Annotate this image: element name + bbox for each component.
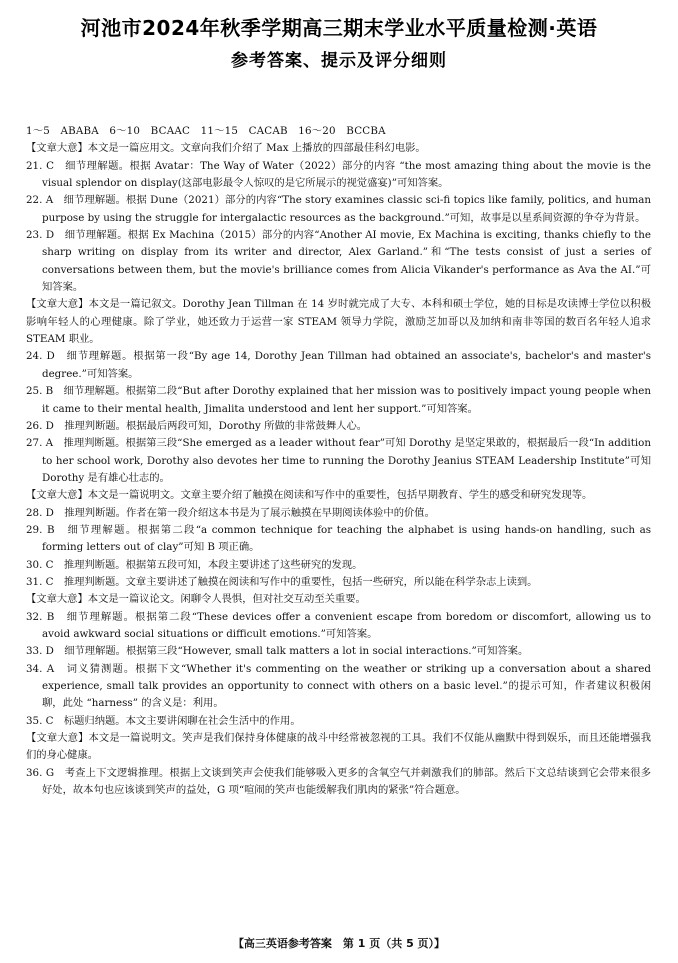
question-explanation: 36. G 考查上下文逻辑推理。根据上文谈到笑声会使我们能够吸入更多的含氧空气并刺激我们的肺部。然后下文总结谈到它会带来很多好处，故本句也应该谈到笑声的益处，G 项“喧闹的笑声也能缓解我们肌肉的紧张”符合题意。 (26, 766, 651, 797)
summary-paragraph: 【文章大意】本文是一篇记叙文。Dorothy Jean Tillman 在 14 岁时就完成了大专、本科和硕士学位，她的目标是攻读博士学位以积极影响年轻人的心理健康。除了学业，她还致力于运营一家 STEAM 领导力学院，激励芝加哥以及加纳和南非等国的数百名年轻人追求 STEAM 职业。 (26, 298, 651, 346)
question-explanation: 25. B 细节理解题。根据第二段“But after Dorothy explained that her mission was to positively impact young people when it came to their mental health, Jimalita understood and lent her support.”可知答案。 (26, 385, 651, 415)
question-explanation: 32. B 细节理解题。根据第二段“These devices offer a convenient escape from boredom or discomfort, allowing us to avoid awkward social situations or difficult emotions.”可知答案。 (26, 610, 651, 640)
question-explanation: 29. B 细节理解题。根据第二段“a common technique for teaching the alphabet is using hands-on handling, such as forming letters out of clay”可知 B 项正确。 (26, 523, 651, 554)
summary-paragraph: 【文章大意】本文是一篇说明文。笑声是我们保持身体健康的战斗中经常被忽视的工具。我们不仅能从幽默中得到娱乐，而且还能增强我们的身心健康。 (26, 732, 651, 762)
question-explanation: 22. A 细节理解题。根据 Dune（2021）部分的内容“The story examines classic sci-fi topics like family, politics, and human purpose by using the struggle for intergalactic resources as the background.”可知，故事是以星系间资源的争夺为背景。 (26, 194, 651, 224)
summary-paragraph: 【文章大意】本文是一篇议论文。闲聊令人畏惧，但对社交互动至关重要。 (26, 593, 366, 606)
summary-paragraph: 【文章大意】本文是一篇说明文。文章主要介绍了触摸在阅读和写作中的重要性，包括早期教育、学生的感受和研究发现等。 (26, 489, 593, 502)
question-explanation: 34. A 词义猜测题。根据下文“Whether it's commenting on the weather or striking up a conversation about a shared experience, small talk provides an opportunity to connect with others on a basic level.”的提示可知，作者建议积极闲聊，此处 “harness” 的含义是：利用。 (26, 662, 651, 710)
question-explanation: 26. D 推理判断题。根据最后两段可知，Dorothy 所做的非常鼓舞人心。 (26, 419, 368, 432)
page-subtitle: 参考答案、提示及评分细则 (231, 51, 447, 71)
question-explanation: 31. C 推理判断题。文章主要讲述了触摸在阅读和写作中的重要性，包括一些研究，所以能在科学杂志上读到。 (26, 575, 538, 588)
page-footer: 【高三英语参考答案 第 1 页（共 5 页）】 (232, 937, 446, 950)
question-explanation: 28. D 推理判断题。作者在第一段介绍这本书是为了展示触摸在早期阅读体验中的价值。 (26, 506, 435, 519)
summary-paragraph: 【文章大意】本文是一篇应用文。文章向我们介绍了 Max 上播放的四部最佳科幻电影。 (26, 142, 426, 155)
question-explanation: 27. A 推理判断题。根据第三段“She emerged as a leader without fear”可知 Dorothy 是坚定果敢的，根据最后一段“In addition to her school work, Dorothy also devotes her time to running the Dorothy Jeanius STEAM Leadership Institute”可知 Dorothy 是有雄心壮志的。 (26, 437, 651, 484)
answer-content (26, 123, 651, 799)
question-explanation: 21. C 细节理解题。根据 Avatar：The Way of Water（2022）部分的内容 “the most amazing thing about the movie is the visual splendor on display(这部电影最令人惊叹的是它所展示的视觉盛宴)”可知答案。 (26, 159, 651, 190)
question-explanation: 35. C 标题归纳题。本文主要讲闲聊在社会生活中的作用。 (26, 714, 301, 727)
question-explanation: 33. D 细节理解题。根据第三段“However, small talk matters a lot in social interactions.”可知答案。 (26, 645, 529, 658)
page-title: 河池市2024年秋季学期高三期末学业水平质量检测·英语 (80, 16, 598, 40)
answer-key-line: 1～5 ABABA 6～10 BCAAC 11～15 CACAB 16～20 BCCBA (26, 125, 386, 137)
question-explanation: 23. D 细节理解题。根据 Ex Machina（2015）部分的内容“Another AI movie, Ex Machina is exciting, thanks chiefly to the sharp writing on display from its writer and director, Alex Garland.”和“The tests consist of just a series of conversations between them, but the movie's brilliance comes from Alicia Vikander's performance as Ava the AI.”可知答案。 (26, 229, 651, 294)
question-explanation: 24. D 细节理解题。根据第一段“By age 14, Dorothy Jean Tillman had obtained an associate's, bachelor's and master's degree.”可知答案。 (26, 350, 651, 380)
question-explanation: 30. C 推理判断题。根据第五段可知，本段主要讲述了这些研究的发现。 (26, 558, 363, 571)
